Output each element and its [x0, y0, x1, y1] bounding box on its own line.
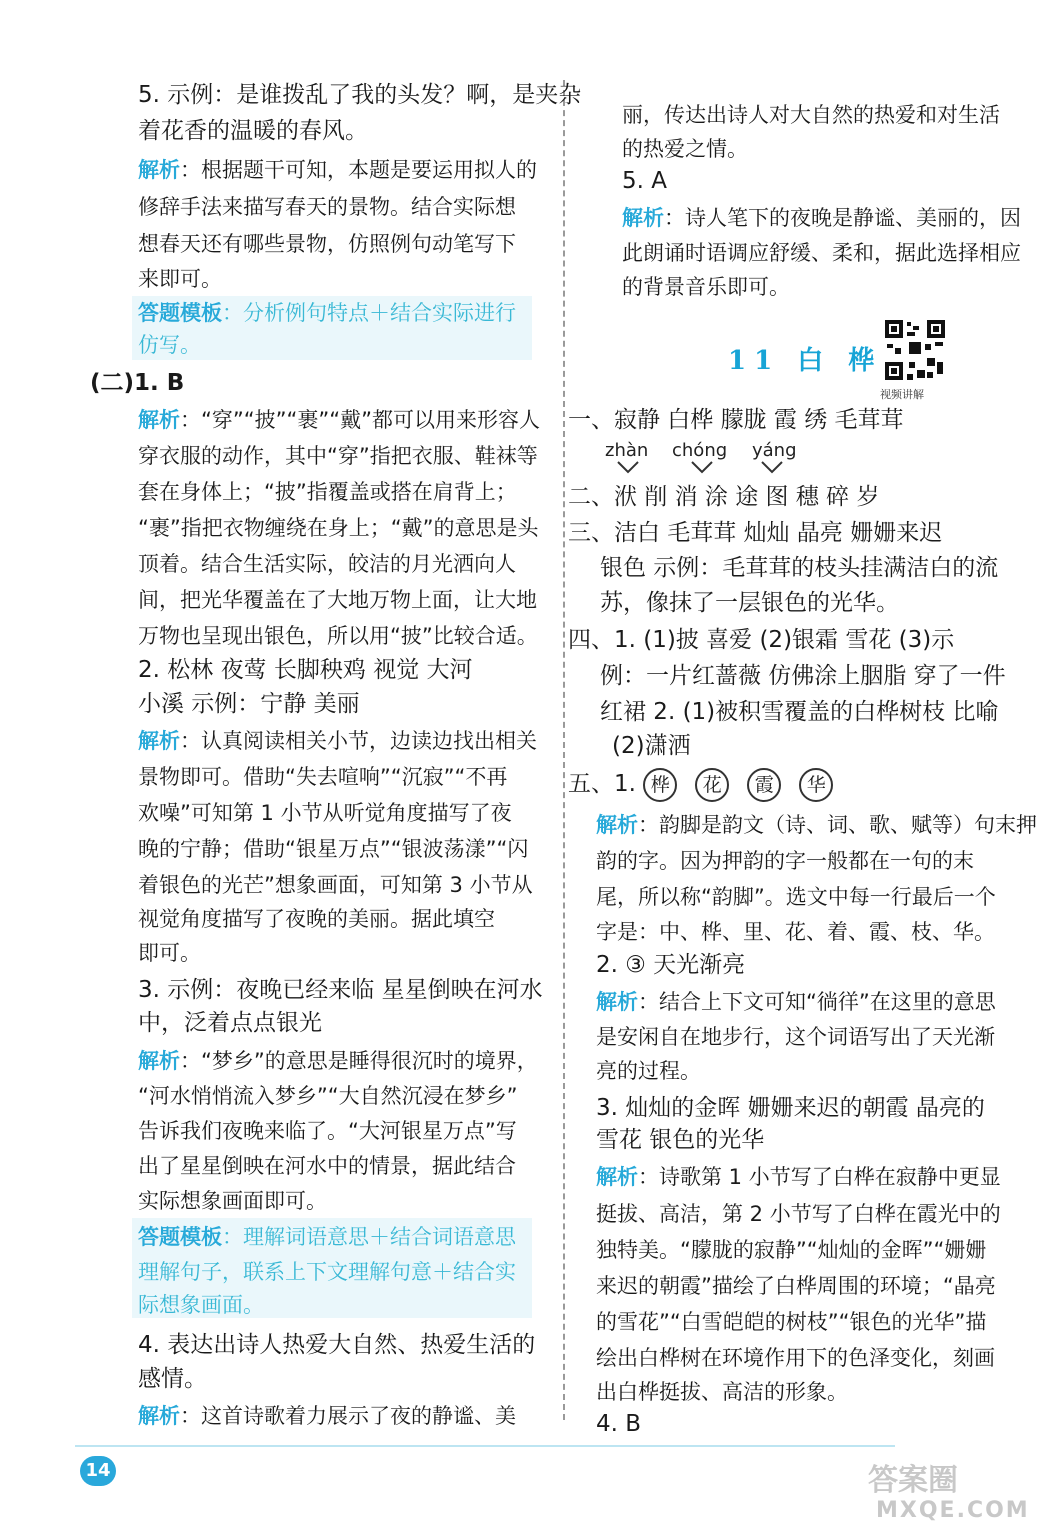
analysis-line: 来即可。	[138, 267, 222, 291]
circled-char: 霞	[747, 768, 781, 802]
column-divider	[563, 80, 565, 1420]
answer-line: 3. 灿灿的金晖 姗姗来迟的朝霞 晶亮的	[596, 1095, 985, 1121]
analysis-line: 出白桦挺拔、高洁的形象。	[596, 1380, 848, 1404]
analysis-line: 穿衣服的动作，其中“穿”指把衣服、鞋袜等	[138, 444, 538, 468]
answer-line: 着花香的温暖的春风。	[138, 118, 368, 144]
analysis-line: 的背景音乐即可。	[622, 275, 790, 299]
analysis-label: 解析	[138, 1049, 180, 1073]
analysis-line: 解析：结合上下文可知“徜徉”在这里的意思	[596, 990, 996, 1014]
analysis-line: 即可。	[138, 941, 201, 965]
analysis-line: 万物也呈现出银色，所以用“披”比较合适。	[138, 624, 538, 648]
circled-char: 花	[695, 768, 729, 802]
analysis-line: 挺拔、高洁，第 2 小节写了白桦在霞光中的	[596, 1202, 1001, 1226]
analysis-line: 的雪花”“白雪皑皑的树枝”“银色的光华”描	[596, 1310, 987, 1334]
analysis-line: 独特美。“朦胧的寂静”“灿灿的金晖”“姗姗	[596, 1238, 987, 1262]
answer-line: 五、1. 桦 花 霞 华	[568, 768, 851, 802]
analysis-line: 套在身体上；“披”指覆盖或搭在肩背上；	[138, 480, 517, 504]
analysis-line: 绘出白桦树在环境作用下的色泽变化，刻画	[596, 1346, 995, 1370]
template-line: 际想象画面。	[138, 1293, 264, 1317]
answer-line: 雪花 银色的光华	[596, 1127, 765, 1153]
answer-line: 苏，像抹了一层银色的光华。	[600, 590, 899, 616]
analysis-line: 解析：这首诗歌着力展示了夜的静谧、美	[138, 1404, 516, 1428]
circled-char: 华	[799, 768, 833, 802]
analysis-line: 顶着。结合生活实际，皎洁的月光洒向人	[138, 552, 516, 576]
analysis-line: 修辞手法来描写春天的景物。结合实际想	[138, 195, 516, 219]
analysis-line: 视觉角度描写了夜晚的美丽。据此填空	[138, 907, 495, 931]
analysis-line: 实际想象画面即可。	[138, 1189, 327, 1213]
answer-line: 例：一片红蔷薇 仿佛涂上胭脂 穿了一件	[600, 663, 1006, 689]
analysis-line: 解析：“梦乡”的意思是睡得很沉时的境界，	[138, 1049, 538, 1073]
analysis-line: 晚的宁静；借助“银星万点”“银波荡漾”“闪	[138, 837, 529, 861]
section-heading: (二)1. B	[90, 370, 185, 396]
qr-caption: 视频讲解	[880, 388, 924, 401]
checkmarks	[610, 460, 810, 474]
analysis-line: 韵的字。因为押韵的字一般都在一句的末	[596, 849, 974, 873]
analysis-line: 来迟的朝霞”描绘了白桦周围的环境；“晶亮	[596, 1274, 996, 1298]
pinyin: chóng	[672, 440, 728, 461]
answer-line: 4. B	[596, 1411, 642, 1437]
analysis-label: 解析	[596, 990, 638, 1014]
template-label: 答题模板	[138, 1225, 222, 1249]
pinyin: zhàn	[605, 440, 649, 461]
answer-line: 中，泛着点点银光	[138, 1010, 322, 1036]
analysis-line: 景物即可。借助“失去喧响”“沉寂”“不再	[138, 765, 508, 789]
analysis-line: 解析：认真阅读相关小节，边读边找出相关	[138, 729, 537, 753]
analysis-line: 出了星星倒映在河水中的情景，据此结合	[138, 1154, 516, 1178]
qr-code-icon[interactable]	[883, 318, 947, 382]
analysis-line: 尾，所以称“韵脚”。选文中每一行最后一个	[596, 885, 996, 909]
analysis-line: 告诉我们夜晚来临了。“大河银星万点”写	[138, 1119, 517, 1143]
analysis-line: “河水悄悄流入梦乡”“大自然沉浸在梦乡”	[138, 1084, 518, 1108]
analysis-label: 解析	[138, 158, 180, 182]
analysis-label: 解析	[138, 408, 180, 432]
answer-line: 2. ③ 天光渐亮	[596, 952, 746, 978]
answer-line: 三、洁白 毛茸茸 灿灿 晶亮 姗姗来迟	[568, 520, 943, 546]
analysis-line: 字是：中、桦、里、花、着、霞、枝、华。	[596, 920, 995, 944]
template-line: 理解句子，联系上下文理解句意＋结合实	[138, 1260, 516, 1284]
answer-line: 小溪 示例：宁静 美丽	[138, 691, 360, 717]
watermark-logo: 答案圈	[868, 1463, 958, 1498]
answer-line: 二、洑 削 消 涂 途 图 穗 碎 岁	[568, 484, 880, 510]
analysis-line: 解析：“穿”“披”“裹”“戴”都可以用来形容人	[138, 408, 541, 432]
answer-line: 银色 示例：毛茸茸的枝头挂满洁白的流	[600, 555, 999, 581]
answer-line: 5. 示例：是谁拨乱了我的头发？啊，是夹杂	[138, 82, 582, 108]
analysis-line: 着银色的光芒”想象画面，可知第 3 小节从	[138, 873, 533, 897]
answer-line: 2. 松林 夜莺 长脚秧鸡 视觉 大河	[138, 657, 473, 683]
analysis-line: 丽，传达出诗人对大自然的热爱和对生活	[622, 103, 1000, 127]
answer-line: 一、寂静 白桦 朦胧 霞 绣 毛茸茸	[568, 407, 904, 433]
analysis-line: 是安闲自在地步行，这个词语写出了天光渐	[596, 1025, 995, 1049]
pinyin: yáng	[752, 440, 797, 461]
answer-line: 红裙 2. (1)被积雪覆盖的白桦树枝 比喻	[600, 699, 999, 725]
template-label: 答题模板	[138, 301, 222, 325]
analysis-line: 的热爱之情。	[622, 137, 748, 161]
analysis-line: 欢噪”可知第 1 小节从听觉角度描写了夜	[138, 801, 512, 825]
analysis-line: 解析：诗歌第 1 小节写了白桦在寂静中更显	[596, 1165, 1001, 1189]
answer-line: 3. 示例：夜晚已经来临 星星倒映在河水	[138, 977, 543, 1003]
footer-rule	[75, 1445, 895, 1447]
answer-line: 4. 表达出诗人热爱大自然、热爱生活的	[138, 1332, 536, 1358]
page-number: 14	[80, 1456, 116, 1486]
answer-line: (2)潇洒	[612, 733, 691, 759]
answer-line: 5. A	[622, 168, 667, 194]
analysis-line: 间，把光华覆盖在了大地万物上面，让大地	[138, 588, 537, 612]
circled-char: 桦	[643, 768, 677, 802]
watermark-url: MXQE.COM	[876, 1498, 1030, 1523]
analysis-label: 解析	[596, 1165, 638, 1189]
analysis-line: 解析：韵脚是韵文（诗、词、歌、赋等）句末押	[596, 813, 1037, 837]
template-line: 答题模板：理解词语意思＋结合词语意思	[138, 1225, 516, 1249]
answer-line: 四、1. (1)披 喜爱 (2)银霜 雪花 (3)示	[568, 627, 955, 653]
analysis-label: 解析	[138, 729, 180, 753]
analysis-label: 解析	[622, 206, 664, 230]
analysis-label: 解析	[596, 813, 638, 837]
lesson-title: 11 白 桦	[728, 346, 883, 376]
analysis-line: 解析：根据题干可知，本题是要运用拟人的	[138, 158, 537, 182]
analysis-line: 此朗诵时语调应舒缓、柔和，据此选择相应	[622, 241, 1021, 265]
template-line: 答题模板：分析例句特点＋结合实际进行	[138, 301, 516, 325]
analysis-label: 解析	[138, 1404, 180, 1428]
analysis-line: 亮的过程。	[596, 1059, 701, 1083]
analysis-line: 想春天还有哪些景物，仿照例句动笔写下	[138, 232, 516, 256]
analysis-line: 解析：诗人笔下的夜晚是静谧、美丽的，因	[622, 206, 1021, 230]
answer-line: 感情。	[138, 1366, 207, 1392]
template-line: 仿写。	[138, 333, 201, 357]
analysis-line: “裹”指把衣物缠绕在身上；“戴”的意思是头	[138, 516, 539, 540]
